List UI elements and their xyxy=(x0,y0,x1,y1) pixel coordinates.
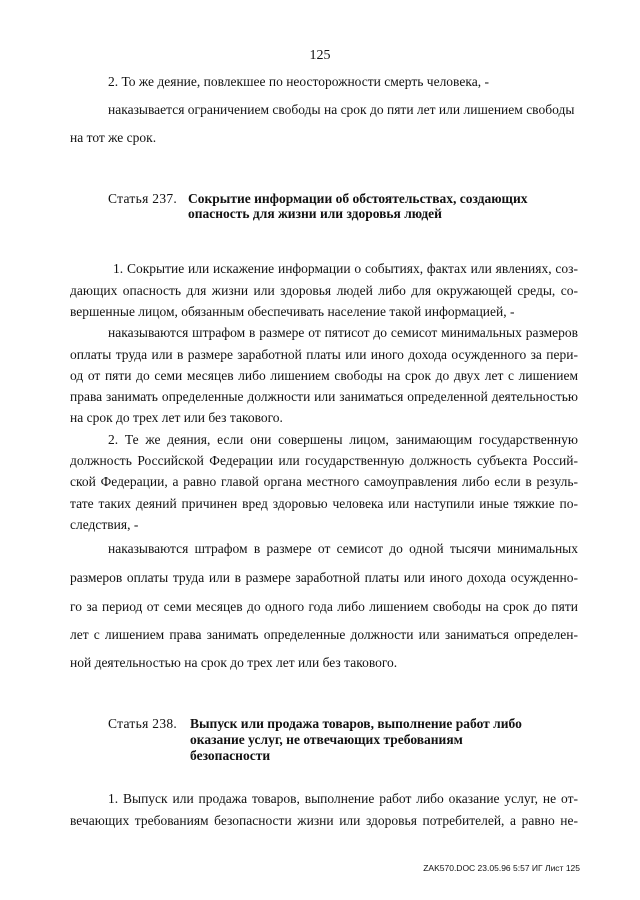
article-237-part2-line: следствия, - xyxy=(70,517,139,532)
article-237-part2-line: тате таких деяний причинен вред здоровью человека или наступили иные тяжкие по- xyxy=(70,496,578,511)
article-237-punishment2-line: ной деятельностью на срок до трех лет или без такового. xyxy=(70,655,398,670)
paragraph-line: 2. То же деяние, повлекшее по неосторожности смерть человека, - xyxy=(108,74,489,89)
article-238-part1-line: 1. Выпуск или продажа товаров, выполнение работ либо оказание услуг, не от- xyxy=(108,791,578,806)
article-238-title-line: безопасности xyxy=(190,748,271,763)
article-237-title-line: опасность для жизни или здоровья людей xyxy=(188,206,442,221)
article-237-punishment1-line: на срок до трех лет или без такового. xyxy=(70,410,283,425)
document-footer: ZAK570.DOC 23.05.96 5:57 ИГ Лист 125 xyxy=(423,863,580,873)
article-237-part1-line: 1. Сокрытие или искажение информации о событиях, фактах или явлениях, соз- xyxy=(113,261,578,276)
article-238-number: Статья 238. xyxy=(108,716,178,731)
article-237-punishment2-line: го за период от семи месяцев до одного года либо лишением свободы на срок до пяти xyxy=(70,599,578,614)
article-237-punishment2-line: наказываются штрафом в размере от семисот до одной тысячи минимальных xyxy=(108,541,578,556)
article-237-punishment1-line: права занимать определенные должности или заниматься определенной деятельностью xyxy=(70,389,578,404)
article-237-part2-line: 2. Те же деяния, если они совершены лицом, занимающим государственную xyxy=(108,432,578,447)
article-237-part2-line: ской Федерации, а равно главой органа местного самоуправления либо если в резуль- xyxy=(70,474,578,489)
article-237-number: Статья 237. xyxy=(108,191,178,206)
article-238-title-line: оказание услуг, не отвечающих требованиям xyxy=(190,732,463,747)
article-237-part2-line: должность Российской Федерации или государственную должность субъекта Россий- xyxy=(70,453,578,468)
paragraph-line: наказывается ограничением свободы на срок до пяти лет или лишением свободы xyxy=(108,102,575,117)
article-238-title-line: Выпуск или продажа товаров, выполнение работ либо xyxy=(190,716,522,731)
article-237-punishment1-line: оплаты труда или в размере заработной платы или иного дохода осужденного за пери- xyxy=(70,347,578,362)
article-237-punishment2-line: размеров оплаты труда или в размере заработной платы или иного дохода осужденно- xyxy=(70,570,578,585)
page-number: 125 xyxy=(309,48,331,63)
article-237-punishment1-line: од от пяти до семи месяцев либо лишением свободы на срок до двух лет с лишением xyxy=(70,368,578,383)
paragraph-line: на тот же срок. xyxy=(70,130,157,145)
article-237-part1-line: дающих опасность для жизни или здоровья людей либо для окружающей среды, со- xyxy=(70,283,578,298)
article-237-punishment1-line: наказываются штрафом в размере от пятисот до семисот минимальных размеров xyxy=(108,325,578,340)
article-237-punishment2-line: лет с лишением права занимать определенные должности или заниматься определен- xyxy=(70,627,578,642)
article-238-part1-line: вечающих требованиям безопасности жизни или здоровья потребителей, а равно не- xyxy=(70,813,578,828)
article-237-title-line: Сокрытие информации об обстоятельствах, создающих xyxy=(188,191,528,206)
article-237-part1-line: вершенные лицом, обязанным обеспечивать население такой информацией, - xyxy=(70,304,515,319)
